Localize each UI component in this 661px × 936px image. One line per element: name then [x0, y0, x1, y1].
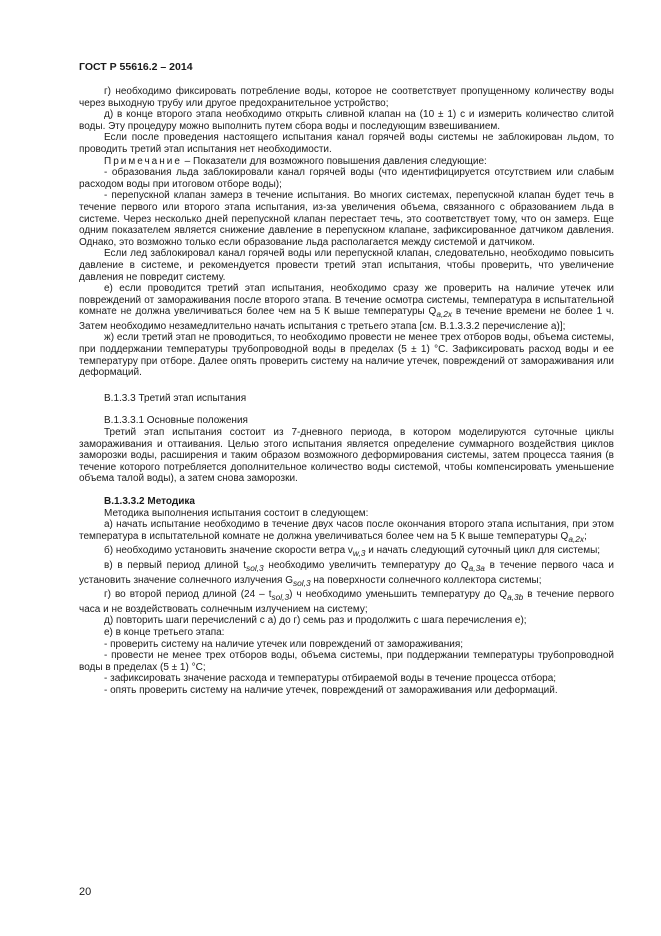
subscript-sol3: sol,3: [292, 577, 311, 588]
note-text: – Показатели для возможного повышения давления следующие:: [184, 155, 487, 167]
paragraph-zh: ж) если третий этап не проводиться, то необходимо провести не менее трех отборов воды, объема системы, при поддержании температуры трубопроводной воды в пределах (5 ± 1) °C. Зафиксировать расход воды и ее температуру при отборе. Далее опять проверить систему на наличие утечек, повреждений от замораживания или деформаций.: [79, 332, 614, 379]
method-e-item-recheck: - опять проверить систему на наличие утечек, повреждений от замораживания или деформаций.: [104, 684, 558, 696]
paragraph-third-stage-description: Третий этап испытания состоит из 7-дневного периода, в котором моделируются суточные циклы замораживания и оттаивания. Целью этого испытания является определение суммарного воздействия циклов заморозки воды, расширения и таким образом возможного деформирования системы, затем процесса таяния (в течение которого потребляется дополнительное количество воды системой, чтобы компенсировать уменьшение объема талой воды), а затем снова заморозки.: [79, 427, 614, 485]
subscript-a3a: a,3a: [468, 562, 485, 573]
note-item-ice: - образования льда заблокировали канал горячей воды (что идентифицируется отсутствием или слабым расходом воды при итоговом отборе воды);: [79, 167, 614, 190]
subsection-heading-method: В.1.3.3.2 Методика: [104, 496, 195, 507]
paragraph-method-b: б) необходимо установить значение скорости ветра $v_{w,3}$ и начать следующий суточный цикл для системы;: [104, 545, 601, 559]
paragraph-method-a: а) начать испытание необходимо в течение двух часов после окончания второго этапа испытания, при этом температура в испытательной комнате не должна увеличиваться более чем на 5 К выше температуры $Q_{a,2x}$;: [79, 519, 614, 544]
method-e-item-draws: - провести не менее трех отборов воды, объема системы, при поддержании температуры трубопроводной воды в пределах (5 ± 1) °C;: [79, 650, 614, 673]
subscript-sol3: sol,3: [246, 562, 264, 573]
document-header: ГОСТ Р 55616.2 – 2014: [79, 61, 193, 73]
subscript-a3b: a,3b: [507, 592, 524, 603]
paragraph-method-v: в) в первый период длиной $t_{sol,3}$ необходимо увеличить температуру до $Q_{a,3a}$ в течение первого часа и установить значение солнечного излучения $G_{sol,3}$ на поверхности солнечного коллектора системы;: [79, 559, 614, 588]
method-e-item-record: - зафиксировать значение расхода и температуры отбираемой воды в течение процесса отбора;: [104, 673, 557, 685]
subscript-w3: w,3: [352, 548, 366, 559]
paragraph-pressure: Если лед заблокировал канал горячей воды или перепускной клапан, следовательно, необходимо повысить давление в системе, и рекомендуется провести третий этап испытания, чтобы проверить, что увеличение давления не повредит систему.: [79, 248, 614, 283]
subscript-a2x: a,2x: [568, 533, 585, 544]
paragraph-method-intro: Методика выполнения испытания состоит в следующем:: [104, 507, 369, 519]
note-item-valve: - перепускной клапан замерз в течение испытания. Во многих системах, перепускной клапан будет течь в течение первого или второго этапа испытания, из-за увеличения объема, связанного с образованием льда в системе. Через несколько дней перепускной клапан перестает течь, это соответствует тому, что он замерз. Еще одним показателем является снижение давление в перепускном клапане, зафиксированное датчиком давления. Однако, это возможно только если образование льда располагается между системой и датчиком.: [79, 190, 614, 248]
section-heading-third-stage: В.1.3.3 Третий этап испытания: [104, 392, 247, 404]
note-paragraph: [79, 156, 614, 168]
subscript-sol3: sol,3: [271, 592, 290, 603]
note-label: Примечание: [104, 155, 182, 167]
paragraph-g: г) необходимо фиксировать потребление воды, которое не соответствует пропущенному количеству воды через выходную трубу или другое предохранительное устройство;: [79, 86, 614, 109]
method-e-item-check: - проверить систему на наличие утечек или повреждений от замораживания;: [104, 638, 464, 650]
paragraph-no-third-stage: Если после проведения настоящего испытания канал горячей воды системы не заблокирован льдом, то проводить третий этап испытания нет необходимости.: [79, 132, 614, 155]
subsection-heading-general: В.1.3.3.1 Основные положения: [104, 415, 248, 427]
paragraph-method-e: е) в конце третьего этапа:: [104, 626, 225, 638]
paragraph-d: д) в конце второго этапа необходимо открыть сливной клапан на (10 ± 1) с и измерить количество слитой воды. Эту процедуру можно выполнить путем сбора воды и последующим взвешиванием.: [79, 109, 614, 132]
paragraph-e: е) если проводится третий этап испытания, необходимо сразу же проверить на наличие утечек или повреждений от замораживания после второго этапа. В течение осмотра системы, температура в испытательной комнате не должна увеличиваться более чем на 5 К выше температуры $Q_{a,2x}$ в течение времени не более 1 ч. Затем необходимо незамедлительно начать испытания с третьего этапа [см. В.1.3.3.2 перечисление а)];: [79, 283, 614, 332]
subscript-a2x: a,2x: [436, 309, 453, 320]
page-number: 20: [79, 886, 92, 898]
paragraph-method-d: д) повторить шаги перечислений с а) до г) семь раз и продолжить с шага перечисления е);: [104, 615, 527, 627]
document-body: [79, 86, 614, 697]
paragraph-method-g: г) во второй период длиной $(24 - t_{sol,3})$ ч необходимо уменьшить температуру до $Q_{a,3b}$ в течение первого часа и не воздействовать солнечным излучением на систему;: [79, 589, 615, 615]
